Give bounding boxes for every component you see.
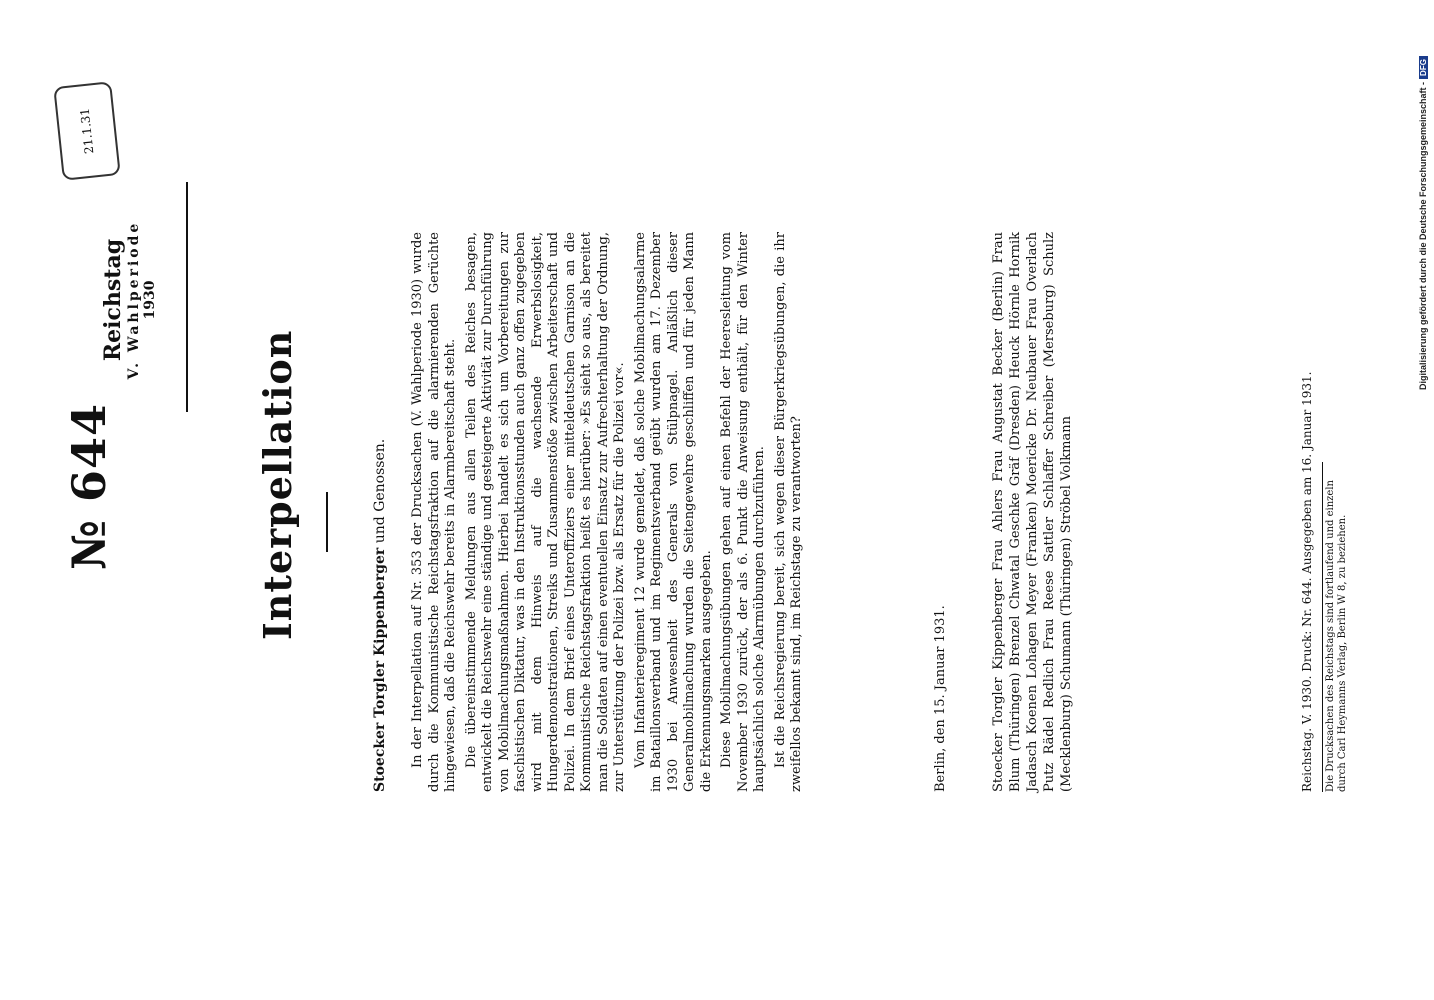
digitization-note-text: Digitalisierung gefördert durch die Deutsche Forschungsgemeinschaft - (1418, 81, 1428, 390)
wahlperiode-label: V. Wahlperiode (126, 220, 142, 380)
digitization-note (1418, 10, 1432, 390)
footer-footnote: Die Drucksachen des Reichstags sind fortlaufend und einzeln durch Carl Heymanns Verlag, Berlin W 8, zu beziehen. (1322, 462, 1349, 792)
authors-line (372, 439, 388, 792)
dateline: Berlin, den 15. Januar 1931. (933, 605, 948, 792)
body-paragraph: Vom Infanterieregiment 12 wurde gemeldet, daß solche Mobilmachungsalarme im Bataillonsverband und im Regimentsverband geübt wurden am 17. Dezember 1930 bei Anwesenheit des Generals von Stülpnagel. Anläßlich dieser Generalmobilmachung wurden die Seitengewehre geschliffen und für jeden Mann die Erkennungsmarken ausgegeben. (632, 232, 714, 792)
reichstag-header (100, 185, 158, 415)
reichstag-title: Reichstag (100, 238, 126, 362)
author-suffix: und Genossen. (372, 438, 388, 544)
dfg-logo: DFG (1419, 56, 1428, 79)
body-paragraph: Die übereinstimmende Meldungen aus allen Teilen des Reiches besagen, entwickelt die Reichswehr eine ständige und gesteigerte Aktivität zur Durchführung von Mobilmachungsmaßnahmen. Hierbei handelt es sich um Vorbereitungen zur faschistischen Diktatur, was in den Instruktionsstunden auch ganz offen zugegeben wird mit dem Hinweis auf die wachsende Erwerbslosigkeit, Hungerdemonstrationen, Streiks und Zusammenstöße zwischen Arbeiterschaft und Polizei. In dem Brief eines Unteroffiziers einer mitteldeutschen Garnison an die Kommunistische Reichstagsfraktion heißt es hierüber: »Es sieht so aus, als bereitet man die Soldaten auf einen eventuellen Einsatz zur Aufrechterhaltung der Ordnung, zur Unterstützung der Polizei bzw. als Ersatz für die Polizei vor«. (463, 232, 627, 792)
header-rule (186, 182, 188, 412)
title-divider (326, 492, 328, 552)
body-paragraph: Diese Mobilmachungsübungen gehen auf einen Befehl der Heeresleitung vom November 1930 zurück, der als 6. Punkt die Anweisung enthält, für den Winter hauptsächlich solche Alarmübungen durchzuführen. (719, 232, 767, 792)
interpellation-body (410, 232, 810, 792)
signatories-list: Stoecker Torgler Kippenberger Frau Ahlers Frau Augustat Becker (Berlin) Frau Blum (Thüringen) Brenzel Chwatal Geschke Gräf (Dresden) Heuck Hörnle Hornik Jadasch Koenen Lohagen Meyer (Franken) Moericke Dr. Neubauer Frau Overlach Putz Rädel Redlich Frau Reese Sattler Schlaffer Schreiber (Merseburg) Schulz (Mecklenburg) Schumann (Thüringen) Ströbel Volkmann (991, 232, 1074, 792)
archive-stamp: 21.1.31 (53, 81, 121, 181)
body-paragraph: Ist die Reichsregierung bereit, sich wegen dieser Bürgerkriegsübungen, die ihr zweifellos bekannt sind, im Reichstage zu verantworten? (772, 232, 804, 792)
author-names: Stoecker Torgler Kippenberger (372, 547, 388, 792)
year-label: 1930 (142, 280, 158, 320)
drucksache-number: № 644 (62, 402, 116, 570)
document-title: Interpellation (255, 329, 300, 640)
footer-publication-line: Reichstag. V. 1930. Druck: Nr. 644. Ausgegeben am 16. Januar 1931. (1300, 371, 1314, 792)
body-paragraph: In der Interpellation auf Nr. 353 der Drucksachen (V. Wahlperiode 1930) wurde durch die Kommunistische Reichstagsfraktion auf die alarmierenden Gerüchte hingewiesen, daß die Reichswehr bereits in Alarmbereitschaft steht. (410, 232, 458, 792)
